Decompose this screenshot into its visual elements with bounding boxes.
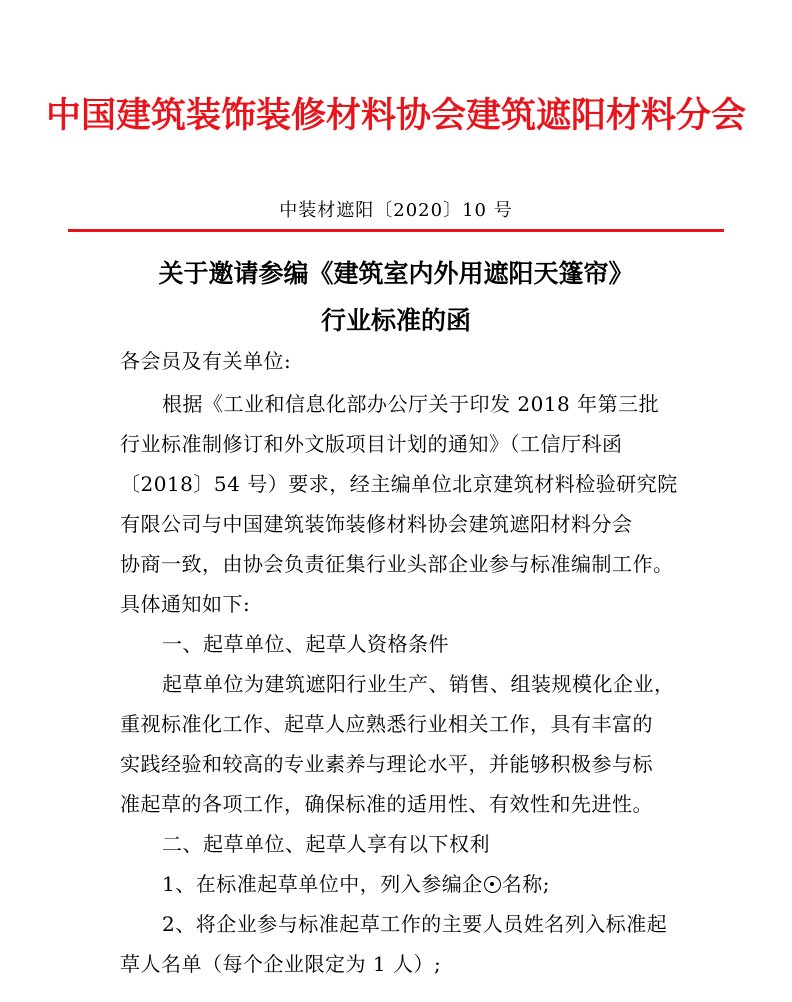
paragraph-line: 实践经验和较高的专业素养与理论水平，并能够积极参与标 [120,752,653,776]
seal-mark-icon [484,876,501,893]
list-item-2-line-2: 草人名单（每个企业限定为 1 人）; [120,952,442,976]
document-title-line-2: 行业标准的函 [320,306,471,335]
list-item-2-line-1: 2、将企业参与标准起草工作的主要人员姓名列入标准起 [162,912,668,936]
list-item-1-text-end: 名称; [501,872,550,896]
paragraph-line: 重视标准化工作、起草人应熟悉行业相关工作，具有丰富的 [120,712,653,736]
document-number: 中装材遮阳〔2020〕10 号 [279,200,513,221]
section-heading-1: 一、起草单位、起草人资格条件 [162,632,449,656]
list-item-1 [162,871,550,897]
paragraph-line: 协商一致，由协会负责征集行业头部企业参与标准编制工作。 [120,552,674,576]
paragraph-line: 有限公司与中国建筑装饰装修材料协会建筑遮阳材料分会 [120,512,633,536]
list-item-1-text-start: 1、在标准起草单位中，列入参编企 [162,872,483,896]
document-title-line-1: 关于邀请参编《建筑室内外用遮阳天篷帘》 [158,259,634,288]
paragraph-line: 行业标准制修订和外文版项目计划的通知》（工信厅科函 [120,432,623,456]
header-divider [68,229,724,232]
paragraph-line: 根据《工业和信息化部办公厅关于印发 2018 年第三批 [162,392,660,416]
section-heading-2: 二、起草单位、起草人享有以下权利 [162,832,490,856]
paragraph-line: 具体通知如下: [120,592,251,616]
paragraph-line: 准起草的各项工作，确保标准的适用性、有效性和先进性。 [120,792,653,816]
salutation: 各会员及有关单位: [120,349,292,373]
organization-header: 中国建筑装饰装修材料协会建筑遮阳材料分会 [45,96,746,136]
paragraph-line: 〔2018〕54 号）要求，经主编单位北京建筑材料检验研究院 [120,472,678,496]
paragraph-line: 起草单位为建筑遮阳行业生产、销售、组装规模化企业， [162,672,675,696]
